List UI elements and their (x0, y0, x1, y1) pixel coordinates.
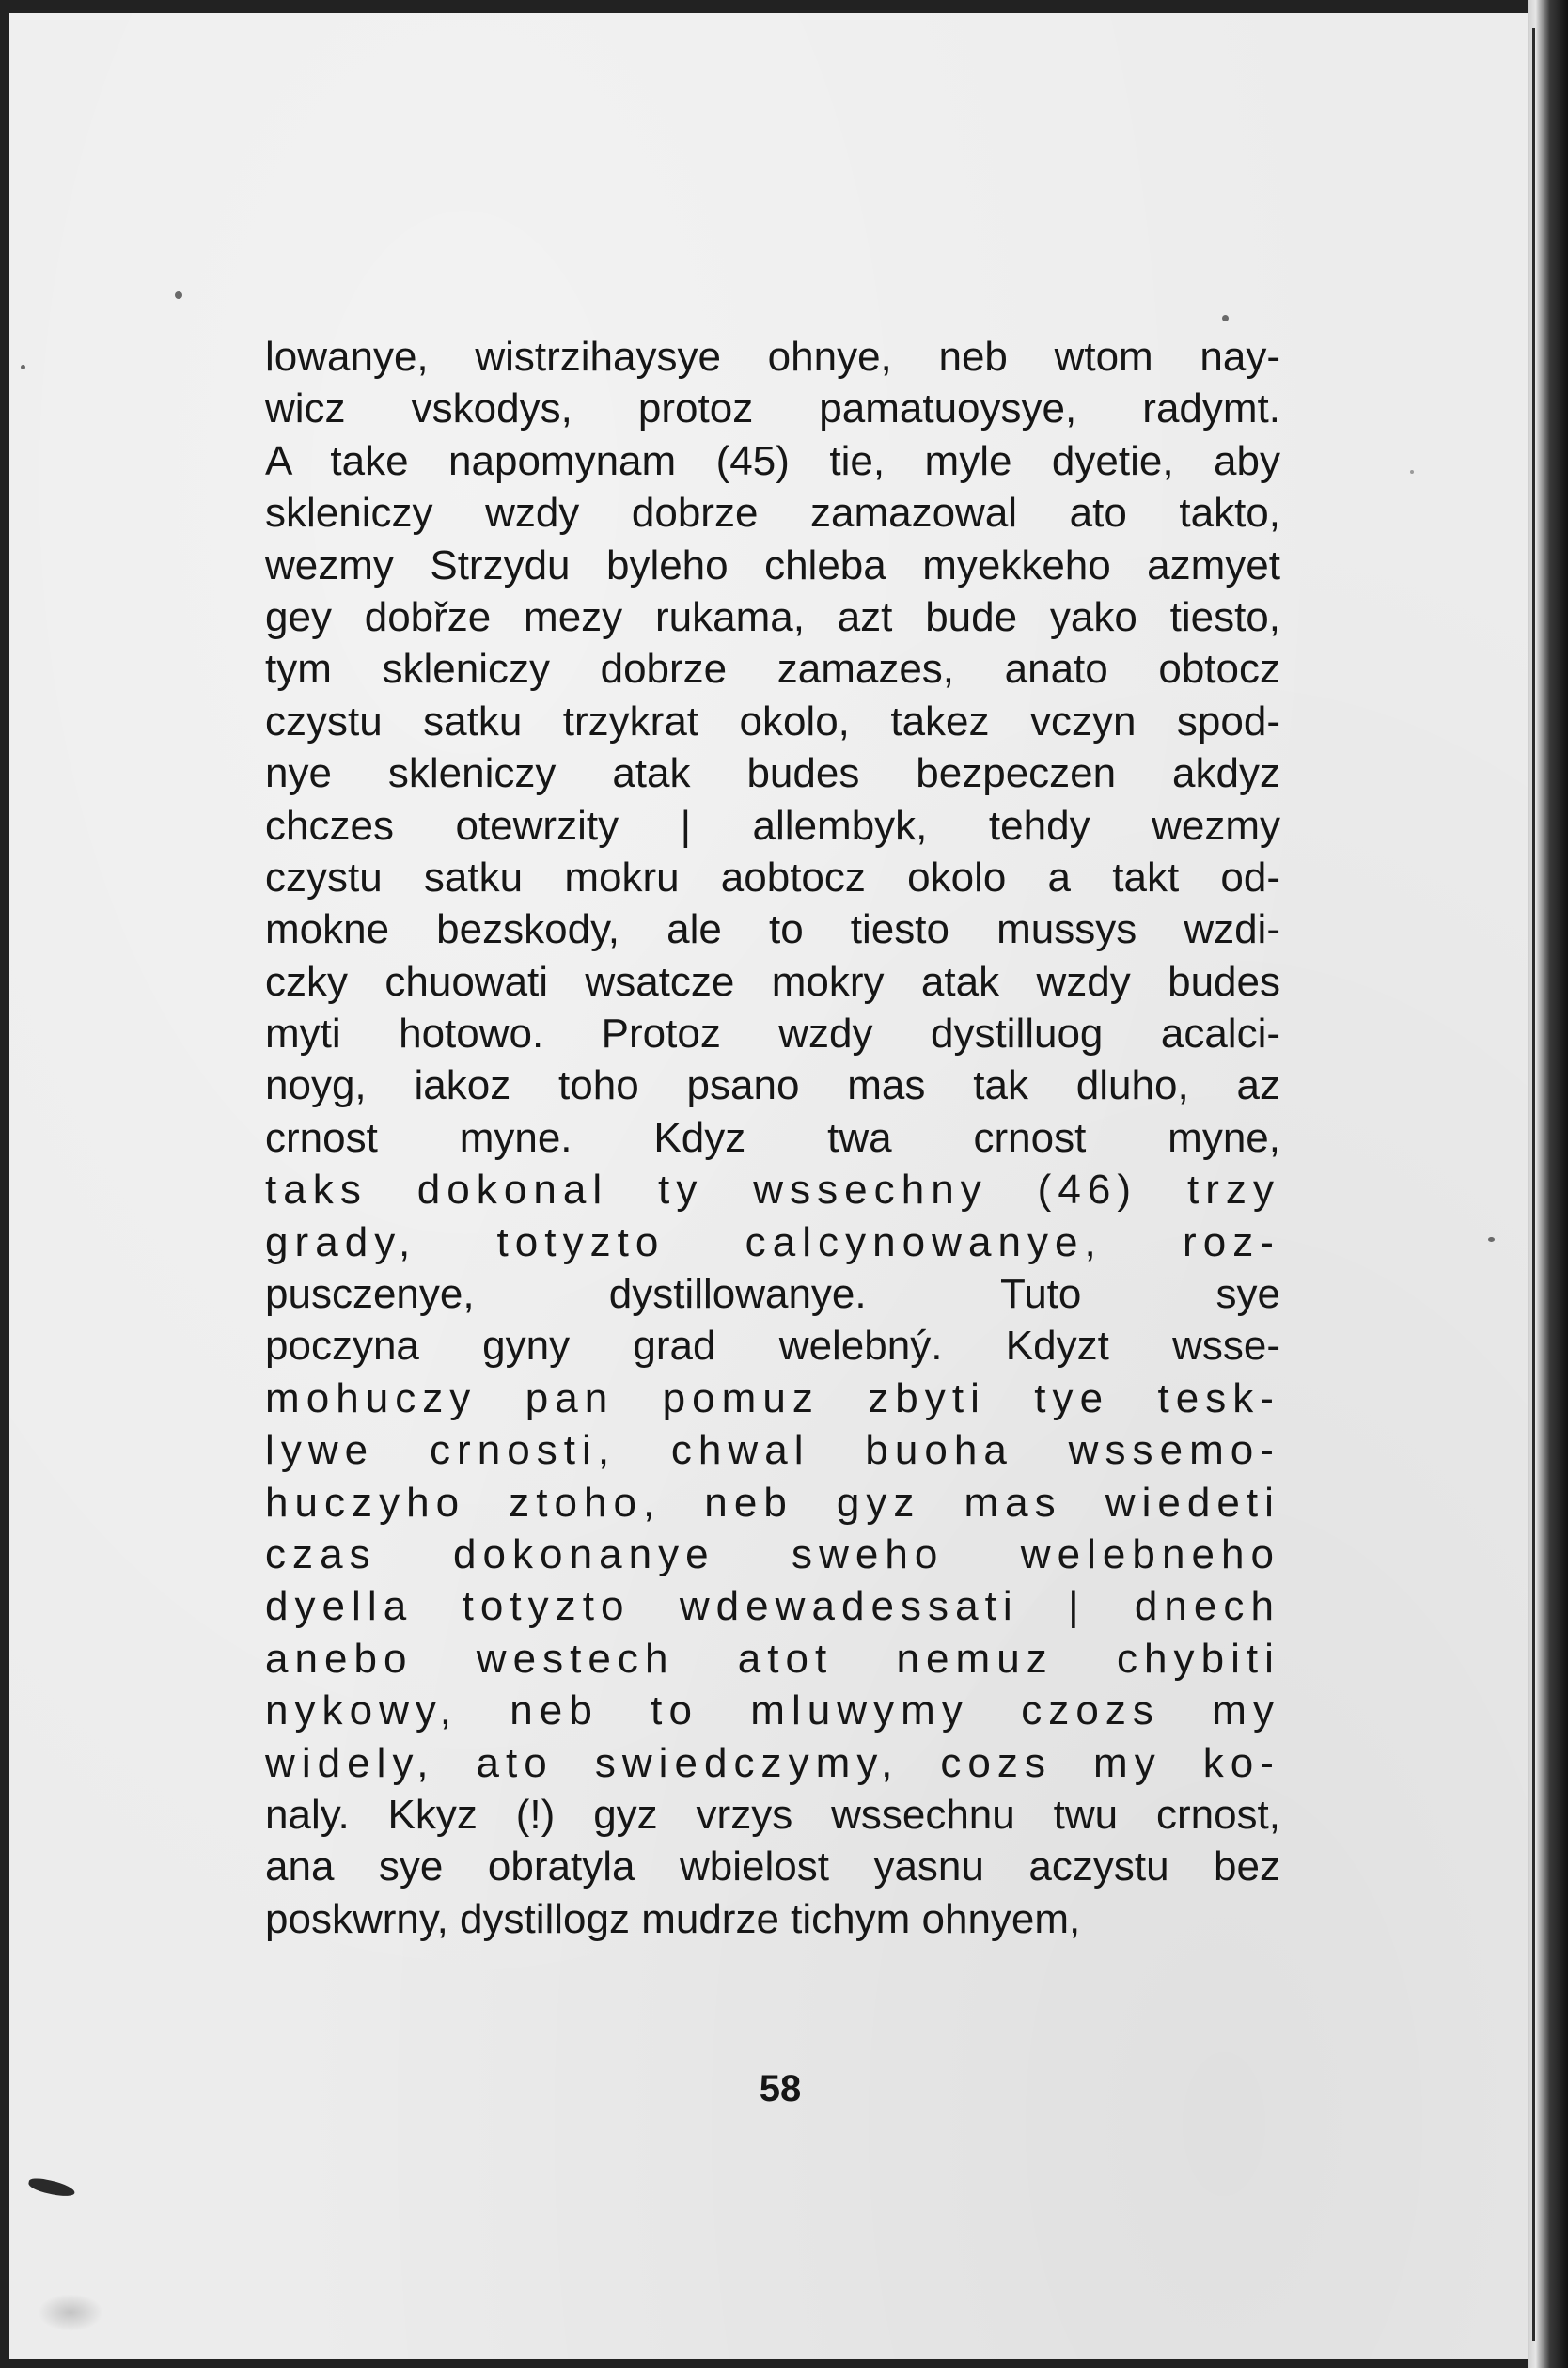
text-line: nykowy, neb to mluwymy czozs my (265, 1687, 1280, 1734)
text-line: skleniczy wzdy dobrze zamazowal ato takto, (265, 490, 1280, 537)
paper-speck (175, 291, 182, 299)
text-line: naly. Kkyz (!) gyz vrzys wssechnu twu crnost, (265, 1791, 1280, 1838)
text-line: A take napomynam (45) tie, myle dyetie, aby (265, 437, 1280, 484)
text-line: nye skleniczy atak budes bezpeczen akdyz (265, 750, 1280, 797)
text-line: taks dokonal ty wssechny (46) trzy (265, 1167, 1280, 1214)
text-line: dyella totyzto wdewadessati | dnech (265, 1583, 1280, 1630)
text-line: tym skleniczy dobrze zamazes, anato obtocz (265, 646, 1280, 693)
paper-speck (1488, 1237, 1495, 1242)
text-line: mohuczy pan pomuz zbyti tye tesk- (265, 1374, 1280, 1421)
text-line: wezmy Strzydu byleho chleba myekkeho azmyet (265, 541, 1280, 588)
text-line: czky chuowati wsatcze mokry atak wzdy budes (265, 958, 1280, 1005)
text-line: anebo westech atot nemuz chybiti (265, 1635, 1280, 1682)
text-line: crnost myne. Kdyz twa crnost myne, (265, 1114, 1280, 1161)
paper-stain (38, 2294, 103, 2331)
text-line: huczyho ztoho, neb gyz mas wiedeti (265, 1479, 1280, 1526)
text-line: widely, ato swiedczymy, cozs my ko- (265, 1739, 1280, 1786)
text-line: ana sye obratyla wbielost yasnu aczystu bez (265, 1843, 1280, 1890)
text-line: poskwrny, dystillogz mudrze tichym ohnyem, (265, 1895, 1081, 1942)
text-line: lowanye, wistrzihaysye ohnye, neb wtom nay- (265, 334, 1280, 380)
paper-speck (1410, 470, 1414, 474)
text-line: wicz vskodys, protoz pamatuoysye, radymt. (265, 385, 1280, 432)
text-line: pusczenye, dystillowanye. Tuto sye (265, 1271, 1280, 1318)
page-edge-line (1532, 28, 1535, 2341)
text-line: noyg, iakoz toho psano mas tak dluho, az (265, 1062, 1280, 1109)
text-line: czystu satku trzykrat okolo, takez vczyn spod- (265, 698, 1280, 745)
text-line: mokne bezskody, ale to tiesto mussys wzdi- (265, 906, 1280, 953)
text-line: gey dobřze mezy rukama, azt bude yako tiesto, (265, 593, 1280, 640)
text-line: grady, totyzto calcynowanye, roz- (265, 1218, 1280, 1265)
paper-speck (21, 365, 25, 369)
text-line: myti hotowo. Protoz wzdy dystilluog acalci- (265, 1011, 1280, 1058)
text-line: czystu satku mokru aobtocz okolo a takt od- (265, 854, 1280, 901)
page-number: 58 (759, 2068, 802, 2109)
body-text (265, 331, 1280, 1945)
text-line: poczyna gyny grad welebný. Kdyzt wsse- (265, 1323, 1280, 1370)
text-line: chczes otewrzity | allembyk, tehdy wezmy (265, 802, 1280, 849)
text-line: lywe crnosti, chwal buoha wssemo- (265, 1427, 1280, 1474)
text-line: czas dokonanye sweho welebneho (265, 1530, 1280, 1577)
paper-speck (1222, 315, 1229, 321)
